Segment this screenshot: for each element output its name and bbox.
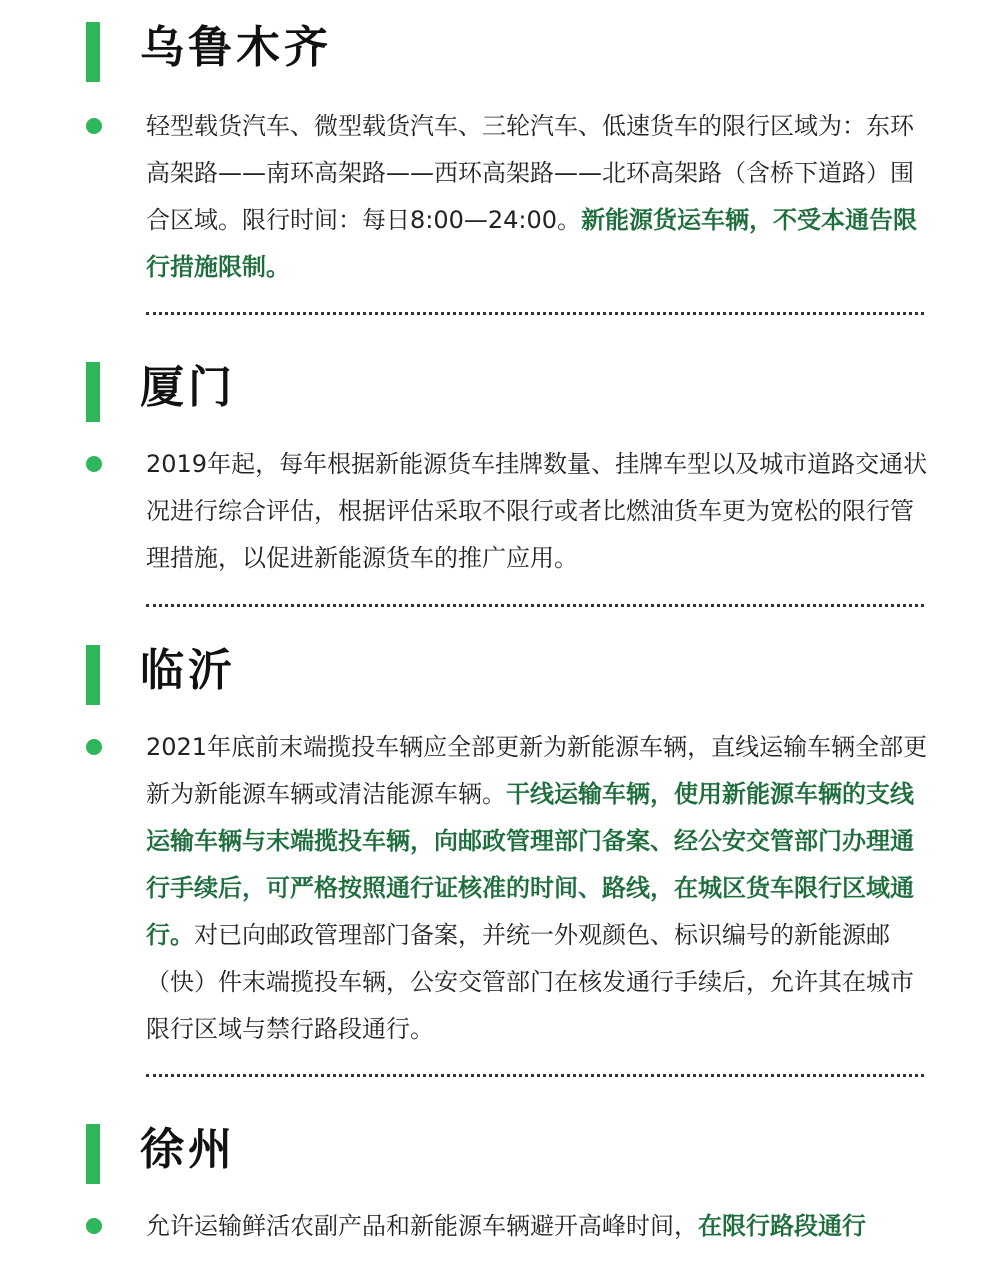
paragraph-highlight: 在限行路段通行 — [698, 1212, 866, 1240]
section-paragraph — [146, 724, 936, 1053]
section-bar-marker — [86, 22, 100, 82]
dotted-divider — [146, 1074, 924, 1077]
dotted-divider — [146, 604, 924, 607]
paragraph-highlight: 新能源货运车辆，不受本通告限行措施限制。 — [146, 206, 918, 281]
section-bar-marker — [86, 645, 100, 705]
paragraph-text: 2021年底前末端揽投车辆应全部更新为新能源车辆，直线运输车辆全部更新为新能源车辆或清洁能源车辆。 — [146, 733, 928, 808]
dotted-divider — [146, 312, 924, 315]
bullet-dot-icon — [86, 456, 102, 472]
bullet-dot-icon — [86, 1218, 102, 1234]
section-title: 临沂 — [140, 645, 236, 696]
paragraph-text: 2019年起，每年根据新能源货车挂牌数量、挂牌车型以及城市道路交通状况进行综合评估，根据评估采取不限行或者比燃油货车更为宽松的限行管理措施，以促进新能源货车的推广应用。 — [146, 450, 928, 572]
paragraph-text-continued: 对已向邮政管理部门备案，并统一外观颜色、标识编号的新能源邮（快）件末端揽投车辆，公安交管部门在核发通行手续后，允许其在城市限行区域与禁行路段通行。 — [146, 921, 914, 1043]
paragraph-text: 轻型载货汽车、微型载货汽车、三轮汽车、低速货车的限行区域为：东环高架路——南环高架路——西环高架路——北环高架路（含桥下道路）围合区域。限行时间：每日8:00—24:00。 — [146, 112, 914, 234]
section-title: 徐州 — [140, 1124, 236, 1175]
section-title: 乌鲁木齐 — [140, 22, 332, 73]
bullet-dot-icon — [86, 118, 102, 134]
bullet-dot-icon — [86, 739, 102, 755]
section-bar-marker — [86, 362, 100, 422]
section-paragraph — [146, 441, 936, 582]
section-bar-marker — [86, 1124, 100, 1184]
paragraph-text: 允许运输鲜活农副产品和新能源车辆避开高峰时间， — [146, 1212, 698, 1240]
section-title: 厦门 — [140, 362, 236, 413]
section-paragraph — [146, 103, 936, 291]
section-paragraph — [146, 1203, 936, 1250]
paragraph-highlight: 干线运输车辆，使用新能源车辆的支线运输车辆与末端揽投车辆，向邮政管理部门备案、经公安交管部门办理通行手续后，可严格按照通行证核准的时间、路线，在城区货车限行区域通行。 — [146, 780, 914, 949]
